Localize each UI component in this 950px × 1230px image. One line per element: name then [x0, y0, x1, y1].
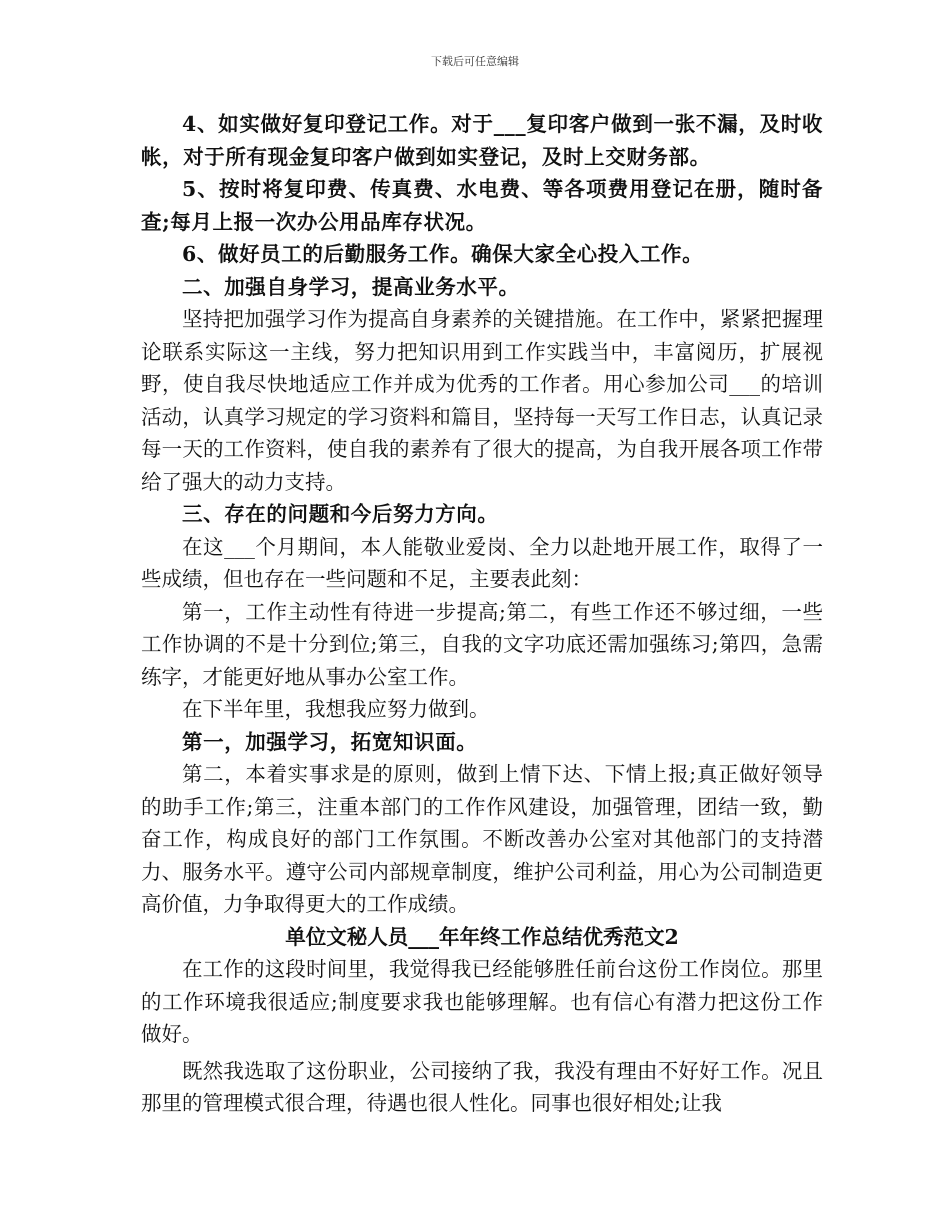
section-heading-3: 三、存在的问题和今后努力方向。 — [182, 502, 499, 526]
body-paragraph: 第二，本着实事求是的原则，做到上情下达、下情上报;真正做好领导的助手工作;第三，注重本部门的工作作风建设，加强管理，团结一致，勤奋工作，构成良好的部门工作氛围。不断改善办公室对其他部门的支持潜力、服务水平。遵守公司内部规章制度，维护公司利益，用心为公司制造更高价值，力争取得更大的工作成绩。 — [141, 762, 823, 916]
body-paragraph: 在工作的这段时间里，我觉得我已经能够胜任前台这份工作岗位。那里的工作环境我很适应;制度要求我也能够理解。也有信心有潜力把这份工作做好。 — [141, 957, 823, 1046]
list-item-4: 4、如实做好复印登记工作。对于___复印客户做到一张不漏，及时收帐，对于所有现金复印客户做到如实登记，及时上交财务部。 — [141, 112, 823, 169]
section-heading-2: 二、加强自身学习，提高业务水平。 — [182, 274, 520, 299]
list-item-6: 6、做好员工的后勤服务工作。确保大家全心投入工作。 — [182, 242, 704, 266]
body-paragraph: 第一，工作主动性有待进一步提高;第二，有些工作还不够过细，一些工作协调的不是十分到位;第三，自我的文字功底还需加强练习;第四，急需练字，才能更好地从事办公室工作。 — [141, 599, 823, 689]
sub-heading: 第一，加强学习，拓宽知识面。 — [182, 729, 478, 754]
article-title: 单位文秘人员___年年终工作总结优秀范文2 — [285, 924, 679, 949]
document-body — [141, 108, 823, 1120]
page-header: 下载后可任意编辑 — [431, 55, 519, 68]
list-item-5: 5、按时将复印费、传真费、水电费、等各项费用登记在册，随时备查;每月上报一次办公用品库存状况。 — [141, 177, 823, 234]
body-paragraph: 既然我选取了这份职业，公司接纳了我，我没有理由不好好工作。况且那里的管理模式很合理，待遇也很人性化。同事也很好相处;让我 — [141, 1058, 823, 1115]
body-paragraph: 坚持把加强学习作为提高自身素养的关键措施。在工作中，紧紧把握理论联系实际这一主线，努力把知识用到工作实践当中，丰富阅历，扩展视野，使自我尽快地适应工作并成为优秀的工作者。用心参加公司___的培训活动，认真学习规定的学习资料和篇目，坚持每一天写工作日志，认真记录每一天的工作资料，使自我的素养有了很大的提高，为自我开展各项工作带给了强大的动力支持。 — [141, 307, 823, 494]
body-paragraph: 在下半年里，我想我应努力做到。 — [182, 697, 490, 721]
body-paragraph: 在这___个月期间，本人能敬业爱岗、全力以赴地开展工作，取得了一些成绩，但也存在一些问题和不足，主要表此刻： — [141, 534, 823, 591]
